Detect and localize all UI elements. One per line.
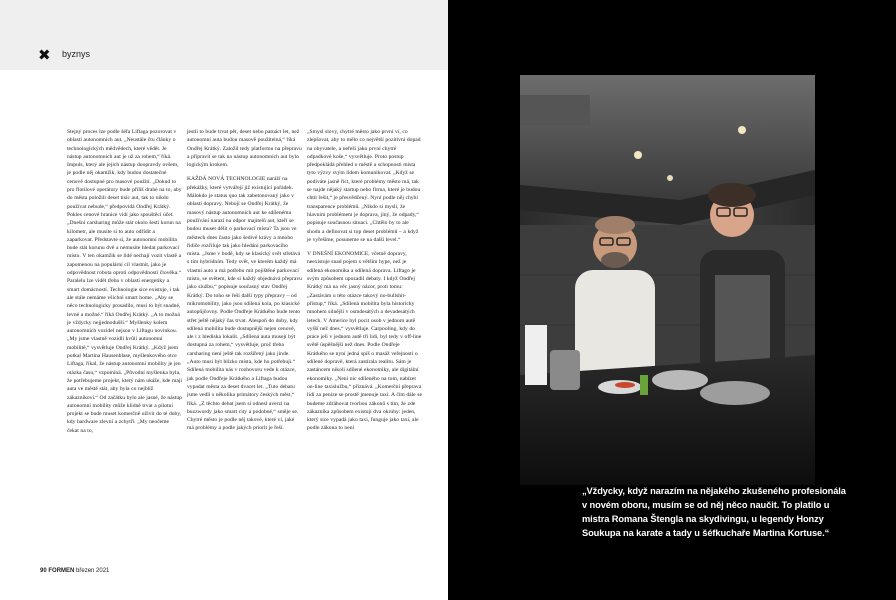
text-column-1 xyxy=(67,128,182,548)
x-mark-icon: ✖ xyxy=(38,46,51,64)
section-label: byznys xyxy=(62,49,91,59)
paragraph: KAŽDÁ NOVÁ TECHNOLOGIE naráží na překážky, které vytvářejí již existující pořádek. Málokdo je status quo tak zabetonovaný jako v oblasti dopravy. Nebojí se Ondřej Krátký, že masový nástup autonomních aut ke sdílenému používání narazí na odpor majitelů aut, kteří se budou muset dělit o parkovací místa? Ta jsou ve městech dnes často jako šedivé krávy a mnoho řidiče rozčiluje tak jako hledání parkovacího místa. „Jsme v bodě, kdy se klasický svět střetává s tím hybridním. Tedy svět, ve kterém každý má vlastní auto a má potřebu mít pojištěné parkovací místo, se světem, kde si každý objednává přepravu jako službu,“ popisuje současný stav Ondřej Krátký. Do toho se řeší další typy přepravy – od mikromobility, jako jsou sdílená kola, po klasické autopůjčovny. Podle Ondřeje Krátkého bude tento střet ještě nějaký čas trvat. Alespoň do doby, kdy sdílená mobilita bude dostupnější nejen cenově, ale i z hlediska lokalit. „Sdílená auta musejí být dostupná za rohem,“ vysvětluje, proč třeba carsharing není ještě tak rozšířený jako jinde. „Auto musí být blízko místa, kde ho potřebuji.“ Sdílená mobilita nás v rozhovoru vede k otázce, jak podle Ondřeje Krátkého a Liftaga budou vypadat města za deset dvacet let. „Tuto debatu jsme vedli s několika primátory českých měst,“ říká. „Z těchto debat jsem si odnesl averzi na buzzwordy jako smart city a podobné,“ směje se. Chytré město je podle něj takové, které ví, jaké má problémy a podle jakých priorit je řeší. xyxy=(187,176,302,432)
photo-illustration xyxy=(520,75,815,485)
paragraph: Stejný proces lze podle šéfa Liftaga pozorovat v oblasti autonomních aut. „Neustále čtu články o technologických mědvědech, které vědět. Je nástup autonomních aut je už za rohem,“ říká. Impuls, který ale jejich nástup doopravdy ovšem, je podle něj okamžik, kdy budou dostatečné cenově dostupné pro masové použití. „Dokud to pro flotilové operátory bude příliš drahé na to, aby do města položili deset tisíc aut, tak to nikdo používat nebude,“ předpovídá Ondřej Krátký. Pokles cenové hranice vidí jako spouštěcí účet. „Dnešní carsharing může stát okolo šesti korun na kilometr, ale musíte si to auto odřídit a zaparkovat. Představte si, že autonomní mobilita bude stát korunu dvě a nemusíte hledat parkovací místo. V ten okamžik se lidé nechají vozit vlastě a zapomenou na populární cíl vlastnit, jako je odpovědnost robota oproti odpovědnosti člověka.“ Paralelu lze vidět třeba v oblasti energetiky a smart domácností. Technologie sice existuje, i tak ale stále nemáme všichni smart home. „Aby se něco technologicky prosadilo, musí to být snadné, levné a možné.“ říká Ondřej Krátký. „A to možná je vždycky nejjednodušší.“ Myšlenky kolem autonomních vozidel nejsou v Liftagu novinkou. „My jsme vlastně vozidli kvůli autonomní mobilitě,“ vysvětluje Ondřej Krátký. „Když jsem potkal Martina Hausenblase, myšlenkového otce Liftaga, říkal, že nástup autonomní mobility je jen otázka času,“ vzpomíná. „Původní myšlenka byla, že potřebujeme projekt, který nám ukáže, kde mají auta ve městě stát, aby byla co nejblíž zákazníkovi.“ Od začátku bylo ale jasné, že nástup autonomní mobility může klidně trvat a pilotní projekt se bude muset komerčně uživit do té doby, kdy hardware zlevní a zchytří. „My neočeme čekat na to, xyxy=(67,129,182,434)
kitchen-photo xyxy=(520,75,815,485)
text-column-2 xyxy=(187,128,302,548)
page-footer xyxy=(40,568,109,574)
page-number: 90 xyxy=(40,568,47,574)
paragraph: V DNEŠNÍ EKONOMICE, včetně dopravy, neexistuje snad pojem s větším hype, než je sdílená ekonomika a sdílená doprava. Liftago je svým způsobem upozadil debaty. I když Ondřej Krátký má na věc jasný názor, proti tomu: „Zastávám u této otázce takový no-bullshit-přístup,“ říká. „Sdílená mobilita byla historicky mnohem silnější v osmdesátých a devadesátých letech. V Americe byl pocit osob v jednom autě vyšší než dnes,“ vysvětluje. Carpooling, kdy do práce jeli v jednom autě tři lidi, byl tedy v off-line světě úspěšnější než dnes. Podle Ondřeje Krátkého se nyní jedná spíš o masáž veřejnosti o sdílené dopravě, která zastírala realitu. Sám je zastáncem nikoli sdílené ekonomiky, ale digitální ekonomiky. „Není nic sdíleného na tom, nabízet on-line taxislužbu,“ přiznává. „Komerční přeprava lidí za peníze se prostě jmenuje taxi. A čím dále se budeme zdráhovat tvorbou zákonů s tím, že zde zákazníka způsobem existují dva okruhy: jeden, který sice vypadá jako taxi, funguje jako taxi, ale podle zákona to není xyxy=(307,251,422,432)
pull-quote: „Vždycky, když narazím na nějakého zkušeného profesionála v novém oboru, musím se od něj něco naučit. To platilo u mistra Romana Štengla na skydivingu, u legendy Honzy Soukupa na karate a tady u šéfkuchaře Martina Kortuse.“ xyxy=(582,486,846,538)
paragraph: jestli to bude trvat pět, deset nebo patnáct let, než autonomní auta budou masově použitelná,“ říká Ondřej Krátký. Založil tedy platformu na přepravu a připravit se tak na nástup autonomních aut bylo logickým krokem. xyxy=(187,129,302,169)
paragraph: „Smysl slovy, chytré město jako první ví, co zlepšovat, aby to mělo co největší pozitivní dopad na obyvatele, a neřeší jako první chytré odpadkové koše,“ vysvětluje. Proto postup předpokládá přehled o městě a schopnosti místa tyto výzvy svým lidem komunikovat. „Když se podíváte jasně říct, které problémy město má, tak se najde nějaký startup nebo firma, které je budou chtít řešit,“ je přesvědčený. Nyní podle něj chybí transparence problémů. „Nikdo si myslí, že hlavním problémem je doprava, jiný, že odpady,“ popisuje současnou situaci. „Chtělo by to ale shodu a definovat si top deset problémů – a když je vyřešíme, posuneme se na další level.“ xyxy=(307,129,421,243)
header-bar xyxy=(0,0,448,70)
issue-date: březen 2021 xyxy=(76,568,110,574)
text-column-3 xyxy=(307,128,422,548)
magazine-name: FORMEN xyxy=(48,568,75,574)
